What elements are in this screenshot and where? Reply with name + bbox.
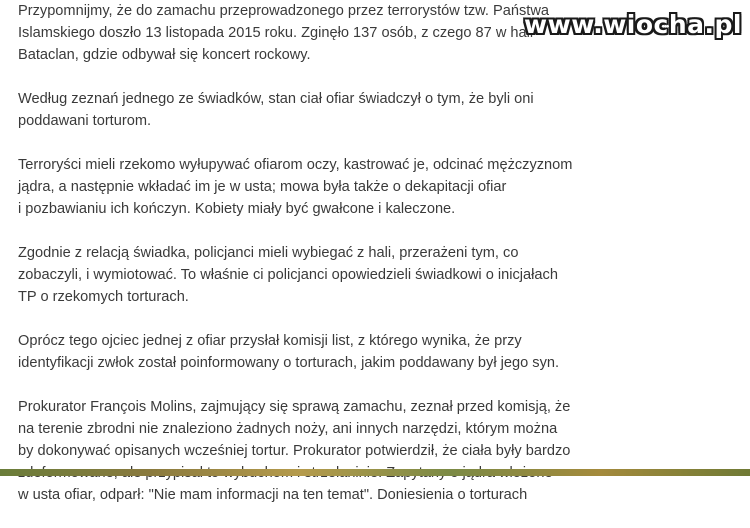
paragraph-line: identyfikacji zwłok został poinformowany o torturach, jakim poddawany był jego syn. bbox=[18, 355, 560, 371]
paragraph-line: Zgodnie z relacją świadka, policjanci mieli wybiegać z hali, przerażeni tym, co bbox=[18, 245, 519, 261]
article-paragraph bbox=[18, 88, 618, 132]
article-paragraph bbox=[18, 396, 618, 506]
paragraph-line: Oprócz tego ojciec jednej z ofiar przysłał komisji list, z którego wynika, że przy bbox=[18, 333, 522, 349]
paragraph-line: TP o rzekomych torturach. bbox=[18, 289, 189, 305]
article-body bbox=[18, 0, 618, 528]
paragraph-line: Islamskiego doszło 13 listopada 2015 roku. Zginęło 137 osób, z czego 87 w hali bbox=[18, 25, 534, 41]
paragraph-line: na terenie zbrodni nie znaleziono żadnych noży, ani innych narzędzi, którym można bbox=[18, 421, 558, 437]
paragraph-line: Według zeznań jednego ze świadków, stan ciał ofiar świadczył o tym, że byli oni bbox=[18, 91, 534, 107]
paragraph-line: Przypomnijmy, że do zamachu przeprowadzonego przez terrorystów tzw. Państwa bbox=[18, 3, 550, 19]
article-paragraph bbox=[18, 330, 618, 374]
paragraph-line: jądra, a następnie wkładać im je w usta; mowa była także o dekapitacji ofiar bbox=[18, 179, 507, 195]
bottom-image-strip bbox=[0, 469, 750, 476]
paragraph-line: Prokurator François Molins, zajmujący się sprawą zamachu, zeznał przed komisją, że bbox=[18, 399, 571, 415]
paragraph-line: Terroryści mieli rzekomo wyłupywać ofiarom oczy, kastrować je, odcinać mężczyznom bbox=[18, 157, 573, 173]
paragraph-line: poddawani torturom. bbox=[18, 113, 152, 129]
paragraph-line: by dokonywać opisanych wcześniej tortur. Prokurator potwierdził, że ciała były bardzo bbox=[18, 443, 571, 459]
article-paragraph bbox=[18, 242, 618, 308]
paragraph-line: zobaczyli, i wymiotować. To właśnie ci policjanci opowiedzieli świadkowi o inicjałach bbox=[18, 267, 558, 283]
paragraph-line: i pozbawianiu ich kończyn. Kobiety miały być gwałcone i kaleczone. bbox=[18, 201, 456, 217]
article-paragraph bbox=[18, 154, 618, 220]
paragraph-line: w usta ofiar, odparł: "Nie mam informacji na ten temat". Doniesienia o torturach bbox=[18, 487, 528, 503]
site-watermark: www.wiocha.pl bbox=[524, 10, 742, 39]
paragraph-line: Bataclan, gdzie odbywał się koncert rockowy. bbox=[18, 47, 311, 63]
